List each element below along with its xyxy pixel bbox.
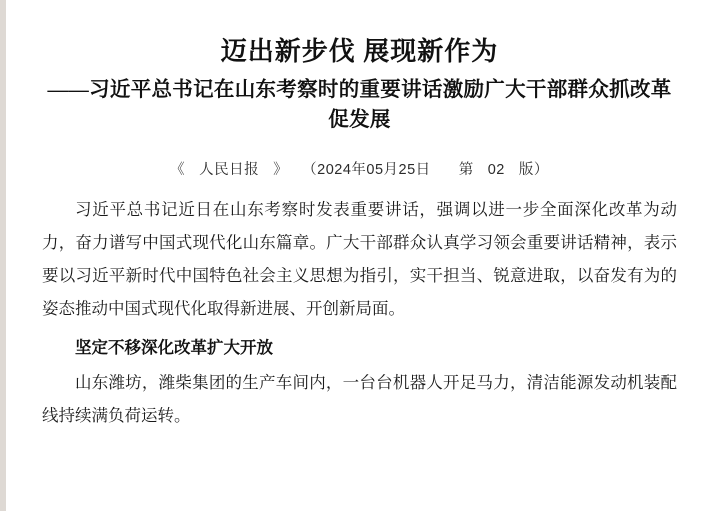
headline-subtitle: ——习近平总书记在山东考察时的重要讲话激励广大干部群众抓改革促发展: [47, 79, 672, 132]
source-page-suffix: 版: [518, 161, 534, 178]
source-date: 2024年05月25日: [317, 161, 431, 178]
source-open-bracket: 《: [170, 161, 186, 178]
source-page-prefix: 第: [458, 161, 474, 178]
source-right-paren: ）: [533, 161, 549, 178]
page-left-rule: [0, 0, 6, 511]
body-paragraph: 习近平总书记近日在山东考察时发表重要讲话，强调以进一步全面深化改革为动力，奋力谱写中国式现代化山东篇章。广大干部群众认真学习领会重要讲话精神，表示要以习近平新时代中国特色社会主义思想为指引，实干担当、锐意进取，以奋发有为的姿态推动中国式现代化取得新进展、开创新局面。: [42, 199, 677, 318]
source-line: [40, 158, 679, 179]
body-paragraph: 山东潍坊，潍柴集团的生产车间内，一台台机器人开足马力，清洁能源发动机装配线持续满负荷运转。: [42, 372, 677, 425]
source-publication: 人民日报: [199, 161, 260, 178]
source-left-paren: （: [302, 161, 318, 178]
headline-main: 迈出新步伐 展现新作为: [220, 37, 499, 66]
source-page-number: 02: [487, 161, 505, 178]
source-close-bracket: 》: [273, 161, 289, 178]
article-body: [40, 193, 679, 432]
article-container: [40, 0, 679, 432]
section-heading: 坚定不移深化改革扩大开放: [75, 337, 273, 357]
